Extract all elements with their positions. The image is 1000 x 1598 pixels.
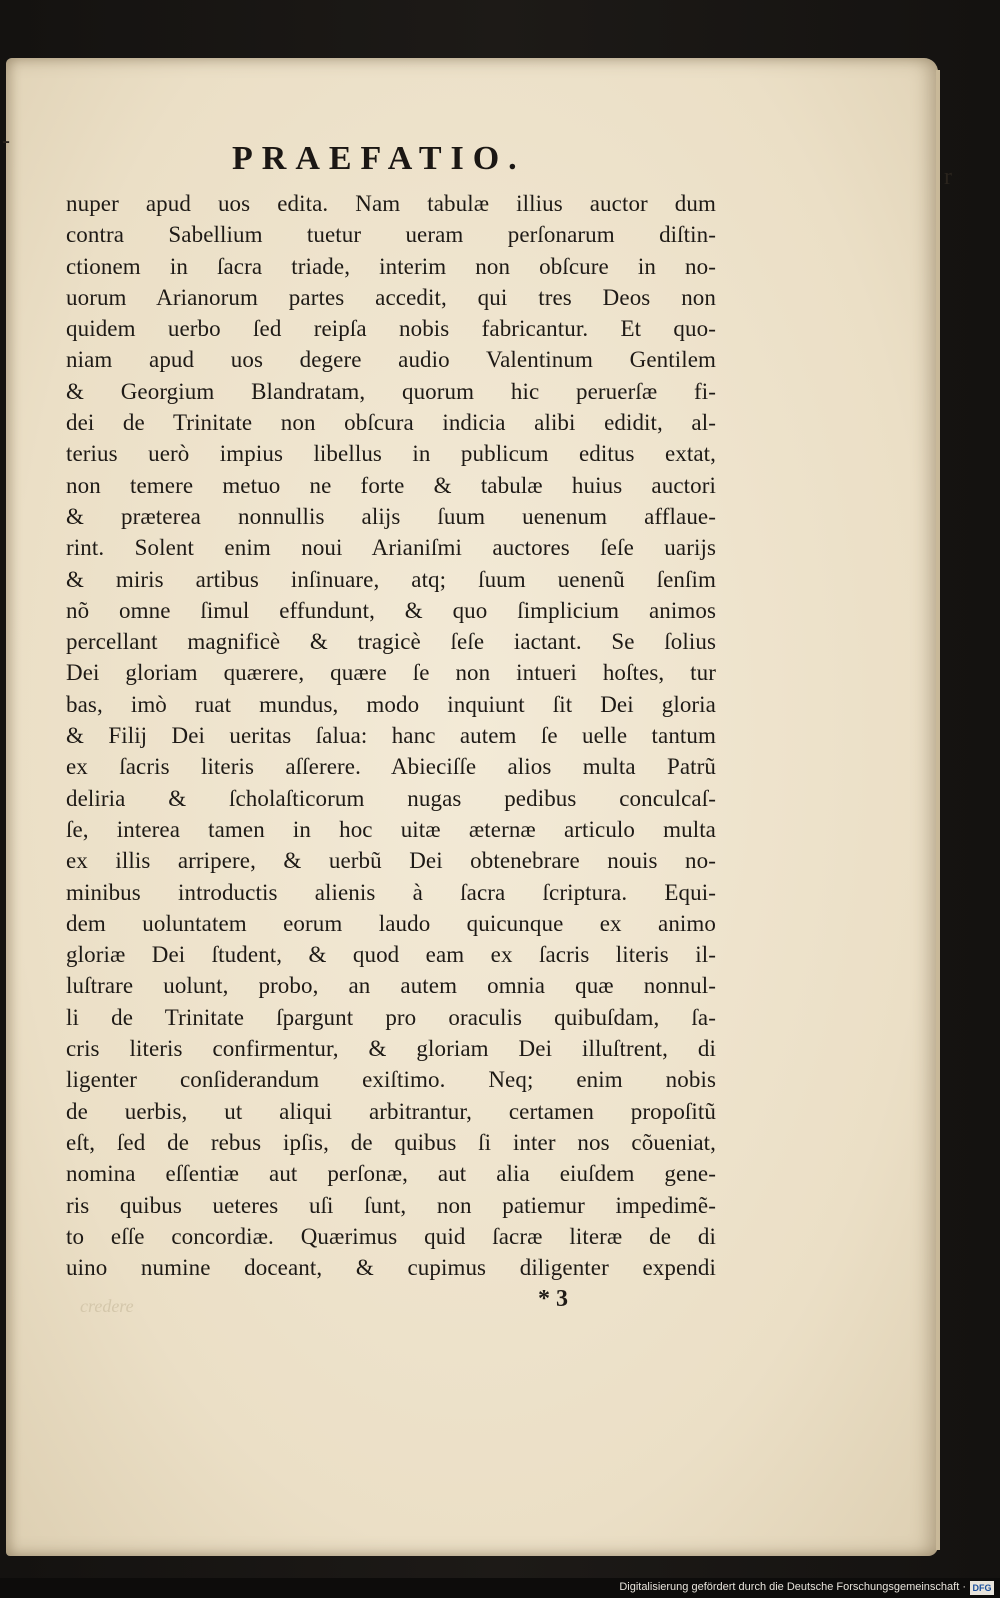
text-line: Dei gloriam quærere, quære ſe non intueri hoſtes, tur [66,660,716,686]
text-line: ſe, interea tamen in hoc uitæ æternæ articulo multa [66,816,716,842]
text-line: ligenter conſiderandum exiſtimo. Neq; enim nobis [66,1067,716,1093]
text-line: & miris artibus inſinuare, atq; ſuum uenenũ ſenſim [66,566,716,592]
text-line: nuper apud uos edita. Nam tabulæ illius auctor dum [66,191,716,216]
text-block [66,188,716,1283]
text-line: & præterea nonnullis alijs ſuum uenenum afflaue- [66,503,716,529]
text-line: luſtrare uolunt, probo, an autem omnia quæ nonnul- [66,973,716,999]
signature-mark: * 3 [538,1286,568,1312]
text-line: ex illis arripere, & uerbũ Dei obtenebrare nouis no- [66,848,716,874]
page-edge [936,70,940,1550]
text-line: niam apud uos degere audio Valentinum Gentilem [66,347,716,373]
text-line: cris literis confirmentur, & gloriam Dei illuſtrent, di [66,1036,716,1062]
text-line: dem uoluntatem eorum laudo quicunque ex animo [66,910,716,936]
text-line: ris quibus ueteres uſi ſunt, non patiemur impedimẽ- [66,1192,716,1218]
dfg-logo: DFG [970,1581,994,1595]
right-margin-mark: r [944,164,952,190]
text-line: minibus introductis alienis à ſacra ſcriptura. Equi- [66,879,716,905]
text-line: nõ omne ſimul effundunt, & quo ſimplicium animos [66,597,716,623]
text-line: ex ſacris literis aſſerere. Abieciſſe alios multa Patrũ [66,754,716,780]
text-line: gloriæ Dei ſtudent, & quod eam ex ſacris literis il- [66,942,716,968]
faint-catchword: credere [80,1296,134,1316]
text-line: non temere metuo ne forte & tabulæ huius auctori [66,472,716,498]
left-margin-mark: ‐ [2,128,10,154]
text-line: rint. Solent enim noui Arianiſmi auctores ſeſe uarijs [66,535,716,561]
text-line: contra Sabellium tuetur ueram perſonarum diſtin- [66,222,716,248]
text-line: to eſſe concordiæ. Quærimus quid ſacræ literæ de di [66,1223,716,1249]
text-line: dei de Trinitate non obſcura indicia alibi edidit, al- [66,410,716,436]
text-line: deliria & ſcholaſticorum nugas pedibus conculcaſ- [66,785,716,811]
running-head: PRAEFATIO. [232,140,526,177]
text-line: uino numine doceant, & cupimus diligenter expendi [66,1255,716,1281]
text-line: bas, imò ruat mundus, modo inquiunt ſit Dei gloria [66,691,716,717]
text-line: eſt, ſed de rebus ipſis, de quibus ſi inter nos cõueniat, [66,1129,716,1155]
text-line: quidem uerbo ſed reipſa nobis fabricantur. Et quo- [66,316,716,342]
text-line: terius uerò impius libellus in publicum editus extat, [66,441,716,467]
text-line: & Georgium Blandratam, quorum hic peruerſæ fi- [66,378,716,404]
text-line: nomina eſſentiæ aut perſonæ, aut alia eiuſdem gene- [66,1161,716,1187]
text-line: & Filij Dei ueritas ſalua: hanc autem ſe uelle tantum [66,723,716,749]
text-line: li de Trinitate ſpargunt pro oraculis quibuſdam, ſa- [66,1004,716,1030]
text-line: percellant magnificè & tragicè ſeſe iactant. Se ſolius [66,629,716,655]
text-line: ctionem in ſacra triade, interim non obſcure in no- [66,253,716,279]
text-line: de uerbis, ut aliqui arbitrantur, certamen propoſitũ [66,1098,716,1124]
text-line: uorum Arianorum partes accedit, qui tres Deos non [66,284,716,310]
footer-credit: Digitalisierung gefördert durch die Deutsche Forschungsgemeinschaft · [619,1581,966,1593]
